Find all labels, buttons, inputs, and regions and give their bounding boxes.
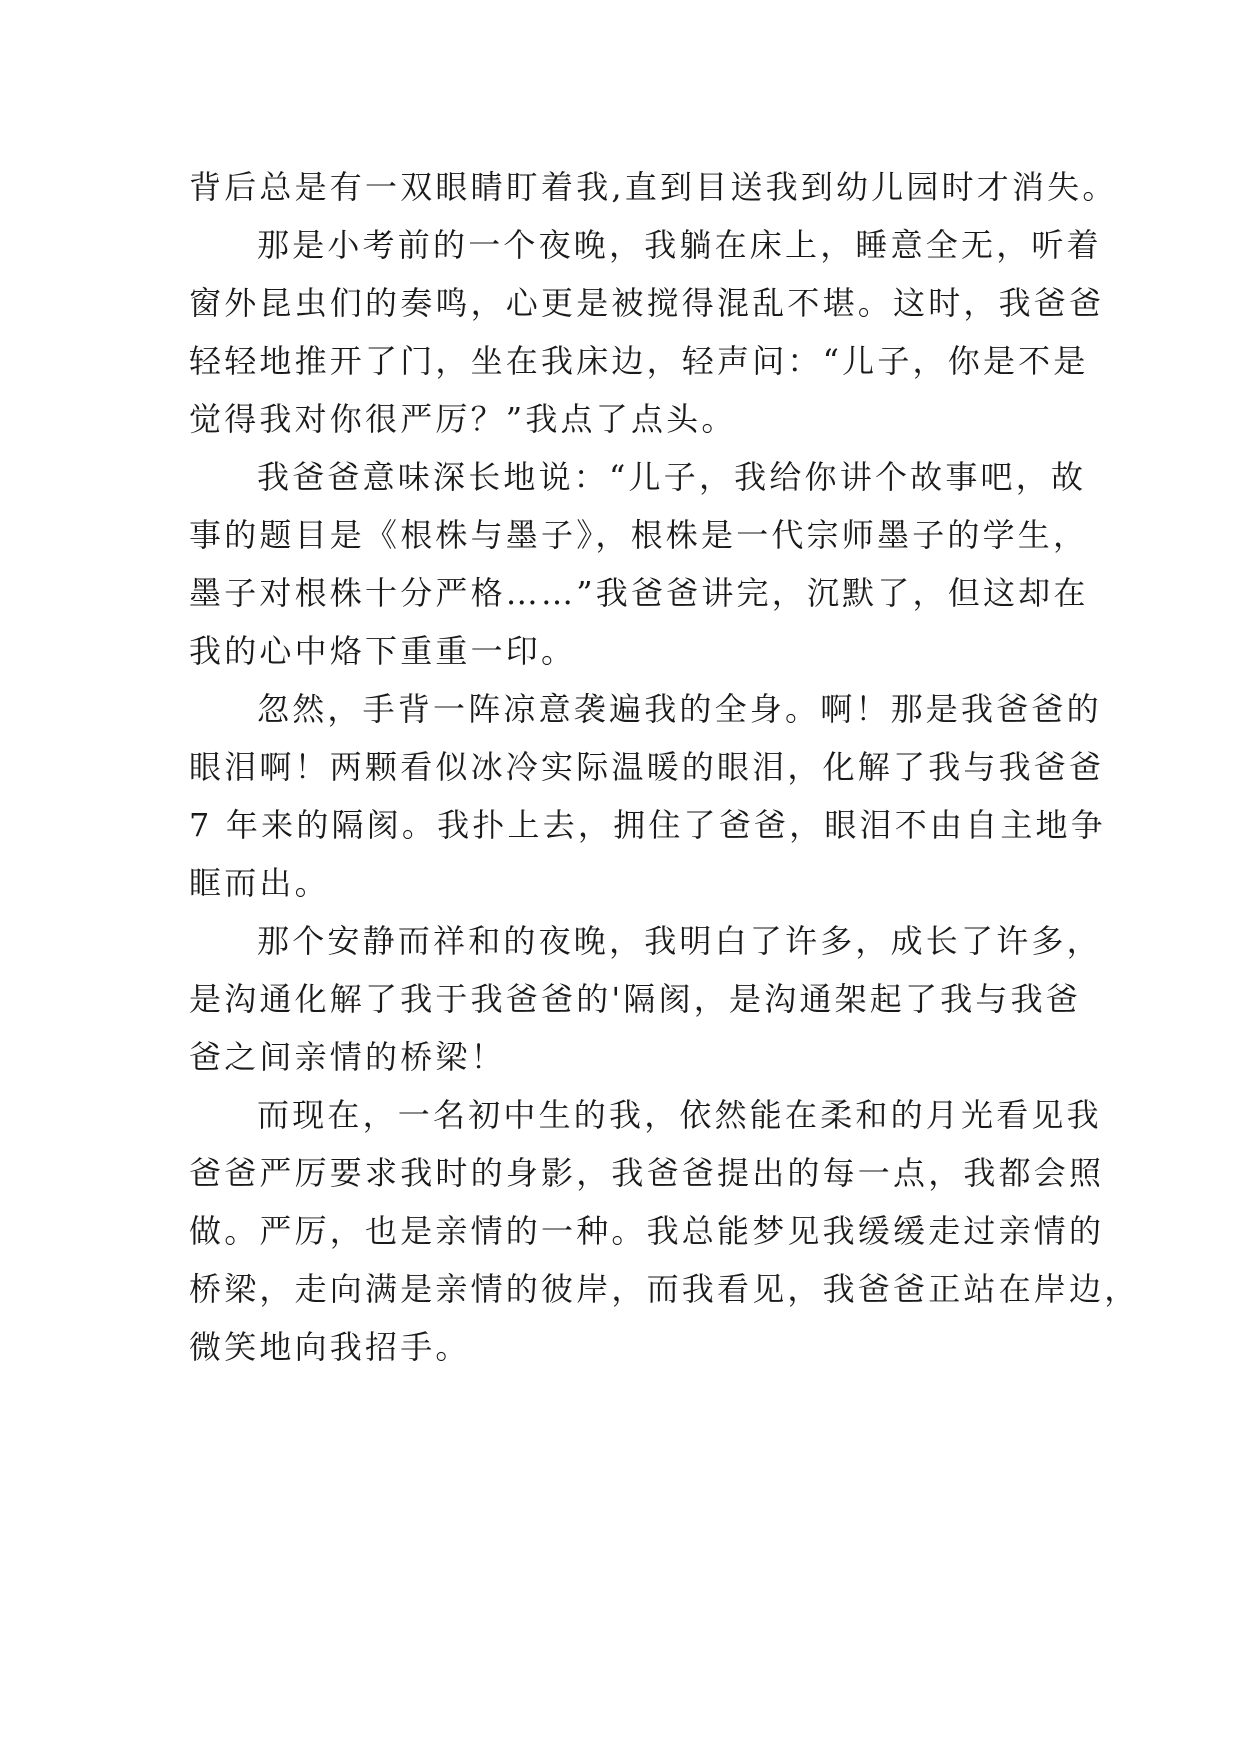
text-line: 微笑地向我招手。	[189, 1328, 471, 1366]
text-line: 桥梁，走向满是亲情的彼岸，而我看见，我爸爸正站在岸边，	[189, 1270, 1140, 1308]
text-line: 觉得我对你很严厉？”我点了点头。	[189, 400, 737, 438]
text-line: 做。严厉，也是亲情的一种。我总能梦见我缓缓走过亲情的	[189, 1212, 1105, 1250]
text-line: 而现在，一名初中生的我，依然能在柔和的月光看见我	[257, 1096, 1102, 1134]
text-line: 我的心中烙下重重一印。	[189, 632, 577, 670]
text-line: 爸之间亲情的桥梁！	[189, 1038, 506, 1076]
text-line: 7 年来的隔阂。我扑上去，拥住了爸爸，眼泪不由自主地争	[189, 806, 1106, 844]
text-line: 窗外昆虫们的奏鸣，心更是被搅得混乱不堪。这时，我爸爸	[189, 284, 1105, 322]
text-line: 事的题目是《根株与墨子》，根株是一代宗师墨子的学生，	[189, 516, 1089, 554]
text-line: 眼泪啊！两颗看似冰冷实际温暖的眼泪，化解了我与我爸爸	[189, 748, 1105, 786]
text-line: 眶而出。	[189, 864, 330, 902]
text-line: 是沟通化解了我于我爸爸的'隔阂，是沟通架起了我与我爸	[189, 980, 1081, 1018]
text-line: 我爸爸意味深长地说：“儿子，我给你讲个故事吧，故	[257, 458, 1087, 496]
text-line: 那是小考前的一个夜晚，我躺在床上，睡意全无，听着	[257, 226, 1102, 264]
text-line: 背后总是有一双眼睛盯着我,直到目送我到幼儿园时才消失。	[189, 168, 1118, 206]
text-line: 那个安静而祥和的夜晚，我明白了许多，成长了许多，	[257, 922, 1102, 960]
essay-body	[189, 158, 1140, 1376]
text-line: 轻轻地推开了门，坐在我床边，轻声问：“儿子，你是不是	[189, 342, 1089, 380]
text-line: 墨子对根株十分严格……”我爸爸讲完，沉默了，但这却在	[189, 574, 1089, 612]
text-line: 爸爸严厉要求我时的身影，我爸爸提出的每一点，我都会照	[189, 1154, 1105, 1192]
text-line: 忽然，手背一阵凉意袭遍我的全身。啊！那是我爸爸的	[257, 690, 1102, 728]
